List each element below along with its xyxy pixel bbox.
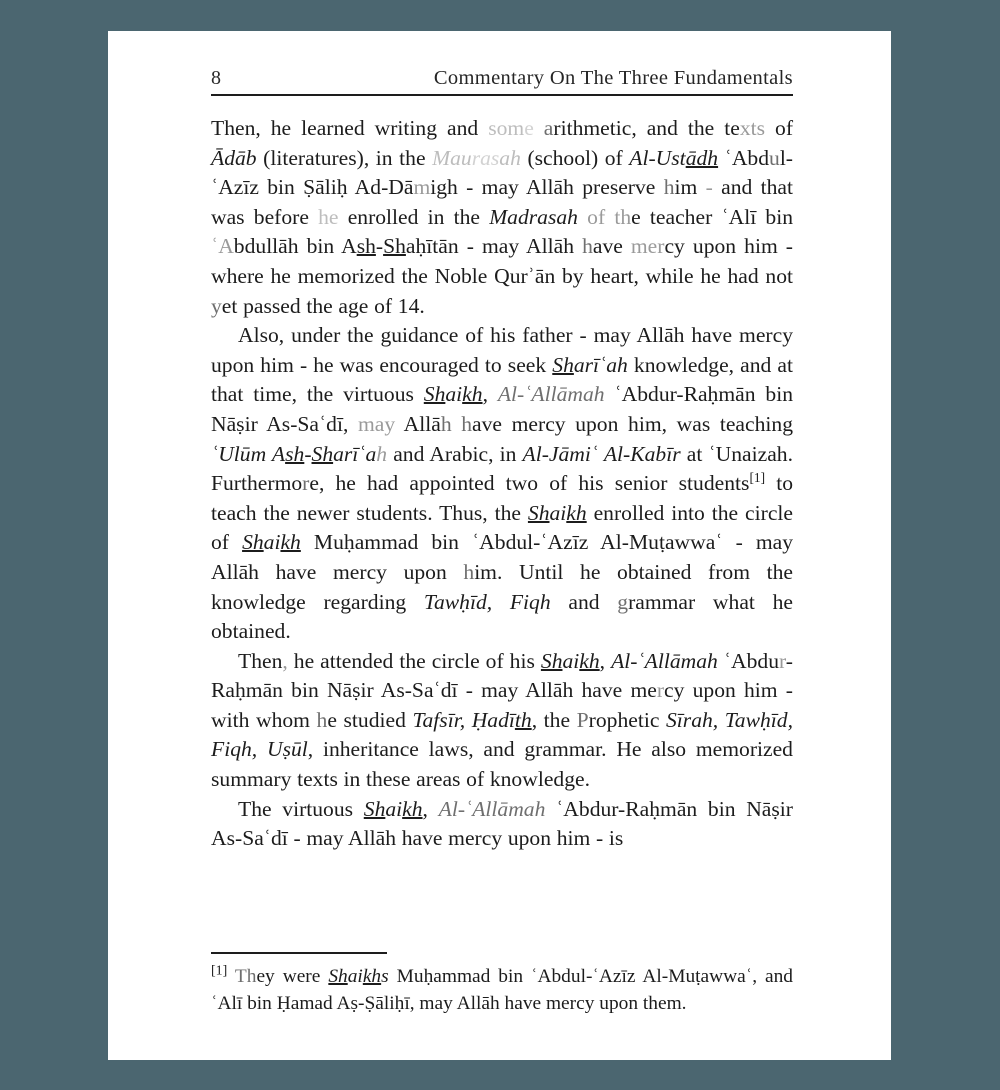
header-rule	[211, 94, 793, 96]
running-title: Commentary On The Three Fundamentals	[433, 66, 793, 89]
page-content	[211, 55, 793, 854]
footnote-rule	[211, 952, 387, 954]
running-head	[211, 55, 793, 89]
paragraph-4: The virtuous Shaikh, Al-ʿAllāmah ʿAbdur-Raḥmān bin Nāṣir As-Saʿdī - may Allāh have mercy upon him - is	[211, 796, 793, 851]
body-text-column	[211, 114, 793, 854]
paragraph-1: Then, he learned writing and some arithmetic, and the texts of Ādāb (literatures), in the Maurasah (school) of Al-Ustādh ʿAbdul-ʿAzīz bin Ṣāliḥ Ad-Dāmigh - may Allāh preserve him - and that was before he enrolled in the Madrasah of the teacher ʿAlī bin ʿAbdullāh bin Ash-Shaḥītān - may Allāh have mercy upon him - where he memorized the Noble Qurʾān by heart, while he had not yet passed the age of 14.	[211, 116, 794, 318]
book-page	[108, 31, 891, 1060]
paragraph-3: Then, he attended the circle of his Shaikh, Al-ʿAllāmah ʿAbdur-Raḥmān bin Nāṣir As-Saʿdī - may Allāh have mercy upon him - with whom he studied Tafsīr, Ḥadīth, the Prophetic Sīrah, Tawḥīd, Fiqh, Uṣūl, inheritance laws, and grammar. He also memorized summary texts in these areas of knowledge.	[211, 648, 793, 792]
paragraph-2: Also, under the guidance of his father - may Allāh have mercy upon him - he was encouraged to seek Sharīʿah knowledge, and at that time, the virtuous Shaikh, Al-ʿAllāmah ʿAbdur-Raḥmān bin Nāṣir As-Saʿdī, may Allāh have mercy upon him, was teaching ʿUlūm Ash-Sharīʿah and Arabic, in Al-Jāmiʿ Al-Kabīr at ʿUnaizah. Furthermore, he had appointed two of his senior students[1] to teach the newer students. Thus, the Shaikh enrolled into the circle of Shaikh Muḥammad bin ʿAbdul-ʿAzīz Al-Muṭawwaʿ - may Allāh have mercy upon him. Until he obtained from the knowledge regarding Tawḥīd, Fiqh and grammar what he obtained.	[211, 323, 794, 644]
footnote-marker: [1]	[211, 963, 228, 979]
page-number: 8	[211, 67, 221, 89]
footnote-1: [1] They were Shaikhs Muḥammad bin ʿAbdul-ʿAzīz Al-Muṭawwaʿ, and ʿAlī bin Ḥamad Aṣ-Ṣāliḥī, may Allāh have mercy upon them.	[211, 963, 794, 1014]
footnote-area	[211, 952, 793, 1017]
